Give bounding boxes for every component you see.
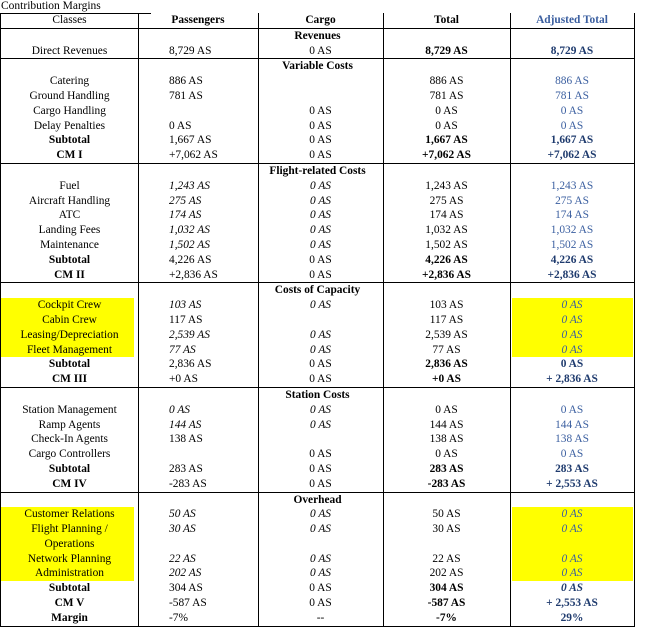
passengers-value: 144 AS: [169, 418, 202, 431]
adjusted-total-value: 275 AS: [555, 194, 589, 207]
passengers-value: 77 AS: [169, 343, 196, 356]
row-label: Operations: [44, 537, 95, 550]
table-row: [1, 89, 634, 104]
table-row: [1, 581, 634, 596]
table-row: [1, 223, 634, 238]
table-row: [1, 313, 634, 328]
total-value: +0 AS: [432, 373, 461, 386]
cargo-value: 0 AS: [310, 238, 331, 251]
row-label: CM I: [56, 149, 83, 162]
table-row: [1, 328, 634, 343]
table-row: [1, 447, 634, 462]
passengers-value: 283 AS: [169, 462, 203, 475]
section-header: [1, 28, 634, 44]
cargo-value: 0 AS: [309, 358, 332, 371]
row-label: Flight Planning /: [31, 523, 108, 536]
table-row: [1, 552, 634, 567]
total-value: 275 AS: [429, 194, 464, 207]
passengers-value: 117 AS: [169, 313, 203, 326]
passengers-value: 275 AS: [169, 194, 202, 207]
passengers-value: 0 AS: [169, 403, 190, 416]
column-divider: [138, 13, 139, 626]
adjusted-total-value: [510, 537, 634, 552]
row-label: Station Management: [22, 403, 117, 416]
table-row: [1, 104, 634, 119]
total-value: 0 AS: [435, 403, 458, 416]
column-divider: [258, 13, 259, 626]
adjusted-total-value: 0 AS: [561, 299, 583, 312]
row-label: Ground Handling: [29, 89, 110, 102]
column-divider: [383, 13, 384, 626]
table-row: [1, 133, 634, 148]
passengers-value: 1,502 AS: [169, 238, 210, 251]
section-title: Flight-related Costs: [269, 164, 366, 177]
adjusted-total-value: 283 AS: [555, 462, 589, 475]
total-value: 0 AS: [435, 448, 458, 461]
cargo-value: 0 AS: [310, 299, 331, 312]
table-row: [1, 432, 634, 447]
total-value: 0 AS: [435, 104, 458, 117]
total-value: 886 AS: [429, 75, 464, 88]
cargo-value: 0 AS: [310, 508, 331, 521]
passengers-value: 1,667 AS: [169, 134, 212, 147]
total-value: 1,243 AS: [425, 179, 468, 192]
passengers-value: 202 AS: [169, 567, 202, 580]
cargo-value: 0 AS: [309, 119, 332, 132]
passengers-value: -587 AS: [169, 597, 207, 610]
total-value: 202 AS: [429, 567, 464, 580]
adjusted-total-value: 1,032 AS: [550, 224, 594, 237]
passengers-value: 103 AS: [169, 299, 202, 312]
total-value: 77 AS: [432, 343, 461, 356]
section-title: Costs of Capacity: [274, 284, 361, 297]
table-row: [1, 74, 634, 89]
contribution-margins-table: [0, 13, 635, 627]
total-value: 30 AS: [432, 523, 461, 536]
total-value: -283 AS: [427, 477, 466, 490]
table-row: [1, 462, 634, 477]
passengers-value: 174 AS: [169, 209, 202, 222]
passengers-value: 304 AS: [169, 582, 203, 595]
total-value: -7%: [436, 611, 457, 624]
cargo-value: 0 AS: [310, 194, 331, 207]
passengers-value: 2,836 AS: [169, 358, 212, 371]
adjusted-total-value: 0 AS: [561, 343, 583, 356]
cargo-value: [258, 537, 383, 552]
row-label: Direct Revenues: [31, 44, 108, 57]
row-label: Cargo Controllers: [28, 448, 111, 461]
passengers-value: [169, 537, 259, 552]
row-label: CM IV: [52, 477, 87, 490]
row-label: Network Planning: [27, 552, 112, 565]
adjusted-total-value: 0 AS: [560, 582, 584, 595]
adjusted-total-value: 0 AS: [560, 448, 584, 461]
adjusted-total-value: 4,226 AS: [550, 253, 594, 266]
passengers-value: 781 AS: [169, 89, 203, 102]
row-label: Administration: [35, 567, 104, 580]
total-value: 50 AS: [432, 508, 461, 521]
adjusted-total-value: 138 AS: [555, 433, 589, 446]
adjusted-total-value: 1,667 AS: [550, 134, 594, 147]
total-value: 2,539 AS: [425, 328, 468, 341]
adjusted-total-value: 0 AS: [561, 328, 583, 341]
total-value: 117 AS: [429, 313, 464, 326]
cargo-value: 0 AS: [310, 567, 331, 580]
cargo-value: 0 AS: [309, 253, 332, 266]
total-value: 1,502 AS: [425, 238, 468, 251]
table-row: [1, 253, 634, 268]
passengers-value: 2,539 AS: [169, 328, 210, 341]
header-cargo: Cargo: [305, 14, 336, 26]
total-value: 1,032 AS: [425, 224, 468, 237]
column-divider: [510, 13, 511, 626]
cargo-value: 0 AS: [310, 403, 331, 416]
passengers-value: 0 AS: [169, 119, 192, 132]
cargo-value: 0 AS: [310, 209, 331, 222]
passengers-value: 1,243 AS: [169, 179, 210, 192]
table-row: [1, 298, 634, 313]
section-title: Variable Costs: [282, 60, 353, 73]
section-title: Revenues: [294, 29, 341, 42]
cargo-value: 0 AS: [309, 134, 332, 147]
row-label: Subtotal: [48, 134, 91, 147]
adjusted-total-value: 0 AS: [561, 523, 583, 536]
cargo-value: [258, 432, 383, 447]
section-header: [1, 163, 634, 179]
cargo-value: 0 AS: [310, 179, 331, 192]
cargo-value: [258, 313, 383, 328]
table-row: [1, 119, 634, 134]
cargo-value: 0 AS: [309, 477, 332, 490]
adjusted-total-value: 8,729 AS: [550, 44, 594, 57]
table-row: [1, 522, 634, 537]
total-value: 781 AS: [429, 89, 464, 102]
adjusted-total-value: + 2,553 AS: [546, 477, 598, 490]
table-row: [1, 238, 634, 253]
total-value: 0 AS: [435, 119, 458, 132]
cargo-value: [258, 89, 383, 104]
header-total: Total: [434, 14, 459, 26]
cargo-value: 0 AS: [310, 224, 331, 237]
cargo-value: 0 AS: [309, 448, 332, 461]
row-label: Fuel: [59, 179, 80, 192]
row-label: Check-In Agents: [31, 433, 108, 446]
cargo-value: 0 AS: [309, 149, 332, 162]
total-value: 8,729 AS: [425, 44, 468, 57]
adjusted-total-value: +7,062 AS: [547, 149, 597, 162]
row-label: Fleet Management: [26, 343, 113, 356]
table-row: [1, 179, 634, 194]
cargo-value: --: [316, 611, 325, 624]
cargo-value: 0 AS: [309, 104, 332, 117]
total-value: 283 AS: [429, 462, 464, 475]
total-value: 174 AS: [429, 209, 464, 222]
passengers-value: -7%: [169, 611, 188, 624]
adjusted-total-value: 0 AS: [560, 403, 584, 416]
table-row: [1, 372, 634, 387]
cargo-value: 0 AS: [309, 462, 332, 475]
total-value: 103 AS: [429, 299, 464, 312]
section-header: [1, 282, 634, 298]
total-value: +2,836 AS: [422, 268, 471, 281]
cargo-value: 0 AS: [309, 44, 332, 57]
row-label: Subtotal: [48, 462, 91, 475]
row-label: Subtotal: [48, 582, 91, 595]
table-row: [1, 418, 634, 433]
total-value: 138 AS: [429, 433, 464, 446]
adjusted-total-value: + 2,836 AS: [546, 373, 598, 386]
cargo-value: [258, 74, 383, 89]
passengers-value: -283 AS: [169, 477, 207, 490]
row-label: Cabin Crew: [42, 313, 97, 326]
table-row: [1, 477, 634, 492]
passengers-value: 886 AS: [169, 75, 203, 88]
passengers-value: 50 AS: [169, 508, 196, 521]
row-label: Cockpit Crew: [37, 299, 102, 312]
table-row: [1, 44, 634, 59]
section-header: [1, 58, 634, 74]
cargo-value: 0 AS: [309, 582, 332, 595]
table-row: [1, 611, 634, 626]
passengers-value: 138 AS: [169, 433, 203, 446]
table-row: [1, 566, 634, 581]
section-header: [1, 387, 634, 403]
table-row: [1, 537, 634, 552]
adjusted-total-value: 144 AS: [555, 418, 589, 431]
total-value: 144 AS: [429, 418, 464, 431]
adjusted-total-value: 0 AS: [561, 552, 583, 565]
header-passengers: Passengers: [171, 14, 225, 26]
total-value: 304 AS: [429, 582, 464, 595]
adjusted-total-value: 1,502 AS: [550, 238, 594, 251]
passengers-value: +2,836 AS: [169, 268, 218, 281]
adjusted-total-value: 886 AS: [555, 75, 589, 88]
row-label: CM III: [51, 373, 88, 386]
header-row: [1, 13, 634, 28]
adjusted-total-value: 781 AS: [555, 89, 589, 102]
passengers-value: +7,062 AS: [169, 149, 218, 162]
passengers-value: +0 AS: [169, 373, 198, 386]
row-label: ATC: [58, 209, 81, 222]
cargo-value: 0 AS: [310, 343, 331, 356]
row-label: Maintenance: [40, 238, 99, 251]
passengers-value: 30 AS: [169, 523, 196, 536]
table-row: [1, 148, 634, 163]
table-row: [1, 343, 634, 358]
passengers-value: [169, 447, 259, 462]
cargo-value: 0 AS: [310, 523, 331, 536]
cargo-value: 0 AS: [310, 328, 331, 341]
row-label: Ramp Agents: [38, 418, 101, 431]
row-label: Delay Penalties: [33, 119, 106, 132]
row-label: Aircraft Handling: [28, 194, 111, 207]
total-value: [383, 537, 510, 552]
table-title: Contribution Margins: [1, 0, 151, 14]
passengers-value: 1,032 AS: [169, 224, 210, 237]
row-label: CM V: [54, 597, 85, 610]
adjusted-total-value: 0 AS: [561, 313, 583, 326]
cargo-value: 0 AS: [309, 268, 332, 281]
table-row: [1, 403, 634, 418]
row-label: Margin: [51, 611, 88, 624]
passengers-value: [169, 104, 259, 119]
adjusted-total-value: 1,243 AS: [550, 179, 594, 192]
table-row: [1, 596, 634, 611]
header-adjusted-total: Adjusted Total: [536, 14, 608, 26]
passengers-value: 22 AS: [169, 552, 196, 565]
adjusted-total-value: 0 AS: [560, 358, 584, 371]
total-value: 2,836 AS: [425, 358, 468, 371]
section-title: Station Costs: [285, 388, 350, 401]
row-label: Subtotal: [48, 253, 91, 266]
cargo-value: 0 AS: [310, 552, 331, 565]
total-value: 22 AS: [432, 552, 461, 565]
adjusted-total-value: 29%: [560, 611, 584, 624]
cargo-value: 0 AS: [310, 418, 331, 431]
total-value: -587 AS: [427, 597, 466, 610]
table-row: [1, 208, 634, 223]
adjusted-total-value: 174 AS: [555, 209, 589, 222]
passengers-value: 8,729 AS: [169, 44, 212, 57]
adjusted-total-value: 0 AS: [560, 104, 584, 117]
table-row: [1, 194, 634, 209]
passengers-value: 4,226 AS: [169, 253, 212, 266]
row-label: Landing Fees: [38, 224, 101, 237]
cargo-value: 0 AS: [309, 597, 332, 610]
table-row: [1, 507, 634, 522]
section-header: [1, 492, 634, 508]
adjusted-total-value: 0 AS: [560, 119, 584, 132]
row-label: Leasing/Depreciation: [20, 328, 119, 341]
row-label: Subtotal: [48, 358, 91, 371]
row-label: Cargo Handling: [33, 104, 106, 117]
total-value: +7,062 AS: [422, 149, 471, 162]
adjusted-total-value: + 2,553 AS: [546, 597, 598, 610]
row-label: CM II: [54, 268, 85, 281]
cargo-value: 0 AS: [309, 373, 332, 386]
table-row: [1, 357, 634, 372]
adjusted-total-value: +2,836 AS: [547, 268, 597, 281]
adjusted-total-value: 0 AS: [561, 508, 583, 521]
header-classes: Classes: [52, 14, 87, 26]
row-label: Customer Relations: [24, 508, 115, 521]
table-row: [1, 268, 634, 283]
adjusted-total-value: 0 AS: [561, 567, 583, 580]
row-label: Catering: [49, 75, 90, 88]
section-title: Overhead: [293, 493, 342, 506]
total-value: 1,667 AS: [425, 134, 468, 147]
total-value: 4,226 AS: [425, 253, 468, 266]
